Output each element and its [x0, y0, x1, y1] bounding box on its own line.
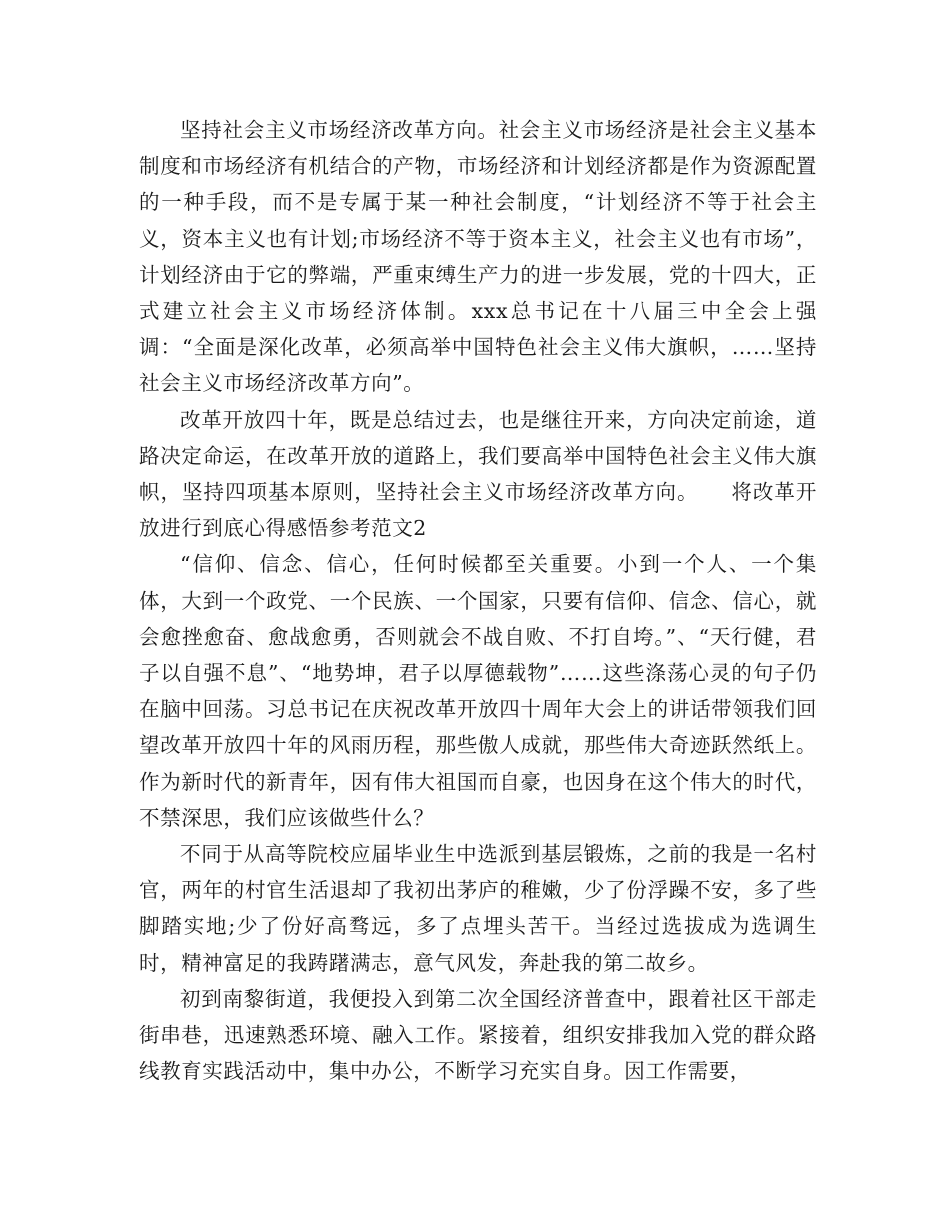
paragraph-faith: “信仰、信念、信心，任何时候都至关重要。小到一个人、一个集体，大到一个政党、一个民族、一个国家，只要有信仰、信念、信心，就会愈挫愈奋、愈战愈勇，否则就会不战自败、不打自垮。”、“天行健，君子以自强不息”、“地势坤，君子以厚德载物”……这些涤荡心灵的句子仍在脑中回荡。习总书记在庆祝改革开放四十周年大会上的讲话带领我们回望改革开放四十年的风雨历程，那些傲人成就，那些伟大奇迹跃然纸上。作为新时代的新青年，因有伟大祖国而自豪，也因身在这个伟大的时代，不禁深思，我们应该做些什么？ [139, 552, 817, 830]
paragraph-forty-years: 改革开放四十年，既是总结过去，也是继往开来，方向决定前途，道路决定命运，在改革开放的道路上，我们要高举中国特色社会主义伟大旗帜，坚持四项基本原则，坚持社会主义市场经济改革方向。 将改革开放进行到底心得感悟参考范文2 [139, 407, 817, 541]
paragraph-market-economy: 坚持社会主义市场经济改革方向。社会主义市场经济是社会主义基本制度和市场经济有机结合的产物，市场经济和计划经济都是作为资源配置的一种手段，而不是专属于某一种社会制度，“计划经济不等于社会主义，资本主义也有计划;市场经济不等于资本主义，社会主义也有市场”，计划经济由于它的弊端，严重束缚生产力的进一步发展，党的十四大，正式建立社会主义市场经济体制。xxx总书记在十八届三中全会上强调：“全面是深化改革，必须高举中国特色社会主义伟大旗帜，……坚持社会主义市场经济改革方向”。 [139, 118, 817, 396]
paragraph-village-official: 不同于从高等院校应届毕业生中选派到基层锻炼，之前的我是一名村官，两年的村官生活退却了我初出茅庐的稚嫩，少了份浮躁不安，多了些脚踏实地;少了份好高骛远，多了点埋头苦干。当经过选拔成为选调生时，精神富足的我踌躇满志，意气风发，奔赴我的第二故乡。 [139, 842, 817, 975]
document-body [139, 112, 817, 1089]
paragraph-nanli-street: 初到南黎街道，我便投入到第二次全国经济普查中，跟着社区干部走街串巷，迅速熟悉环境、融入工作。紧接着，组织安排我加入党的群众路线教育实践活动中，集中办公，不断学习充实自身。因工作需要， [139, 986, 817, 1084]
